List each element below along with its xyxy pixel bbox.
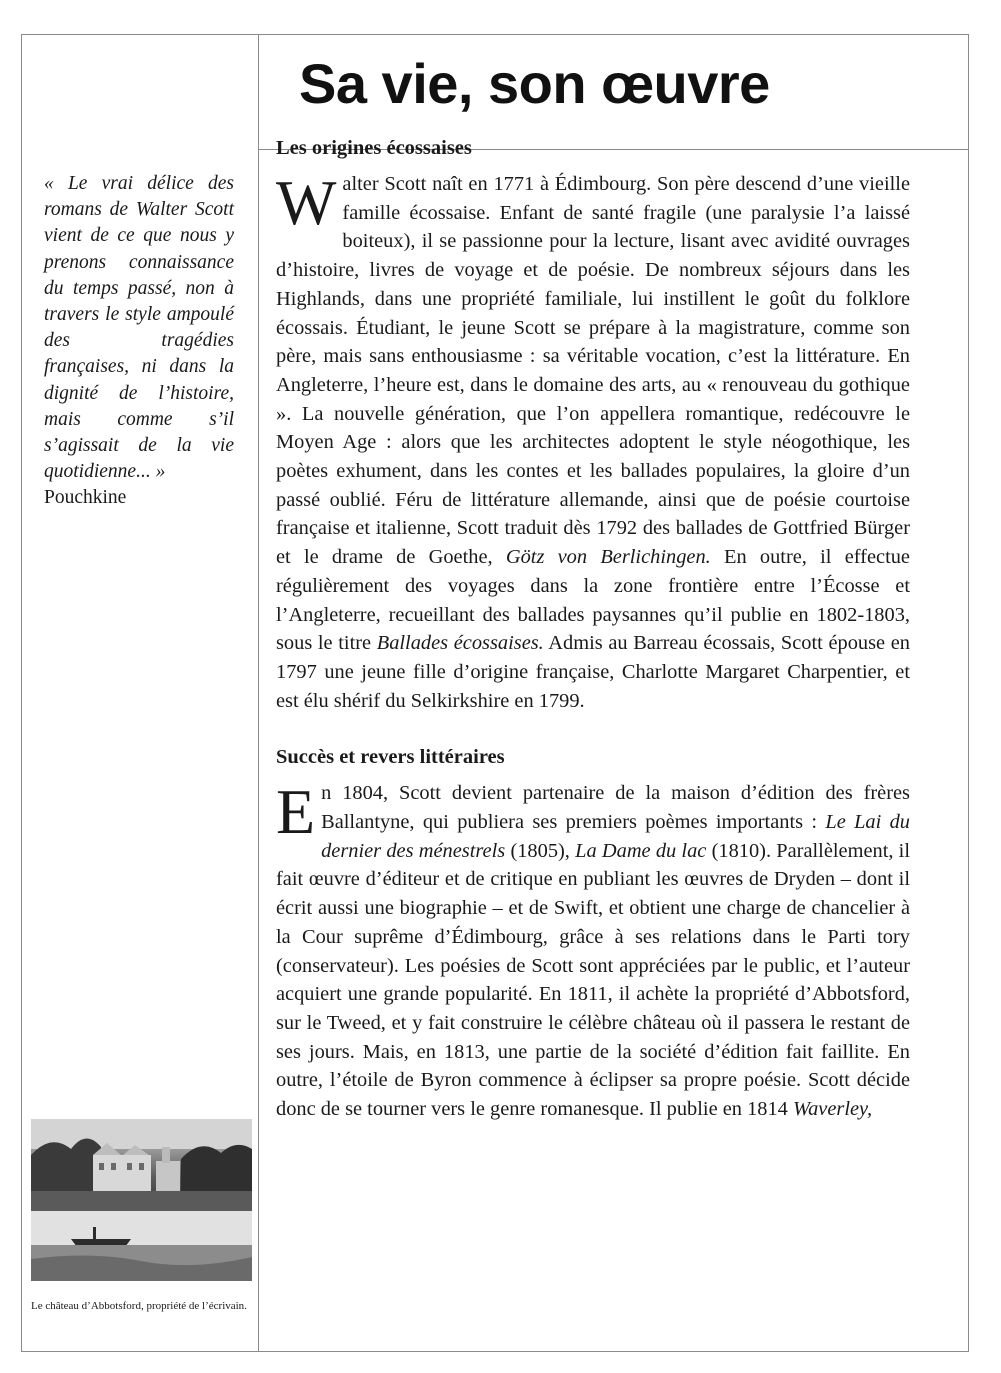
paragraph-text: (1810). Parallèlement, il fait œuvre d’éditeur et de critique en publiant les œuvres de Dryden – dont il écrit aussi une biographie – et de Swift, et obtient une charge de chancelier à la Cour suprême d’Édimbourg, grâce à ses relations dans le Parti tory (conservateur). Les poésies de Scott sont appréciées par le public, et l’auteur acquiert une grande popularité. En 1811, il achète la propriété d’Abbotsford, sur le Tweed, et y fait construire le célèbre château où il passera le restant de ses jours. Mais, en 1813, une partie de la société d’édition fait faillite. En outre, l’étoile de Byron commence à éclipser sa propre poésie. Scott décide donc de se tourner vers le genre romanesque. Il publie en 1814 (276, 839, 911, 1121)
paragraph-text: En outre, il effectue régulièrement des voyages dans la zone frontière entre l’Écosse et l’Angleterre, recueillant des ballades paysannes qu’il publie en 1802-1803, sous le titre (276, 546, 910, 655)
quote-text: « Le vrai délice des romans de Walter Scott vient de ce que nous y prenons connaissance du temps passé, non à travers le style ampoulé des tragédies françaises, ni dans la dignité de l’histoire, mais comme s’il s’agissait de la vie quotidienne... » (44, 173, 234, 483)
title-box (259, 35, 968, 150)
work-title: Ballades écossaises. (376, 632, 544, 655)
section-title-origins: Les origines écossaises (276, 137, 472, 159)
section-paragraph-origins (276, 167, 910, 715)
section-title-success: Succès et revers littéraires (276, 746, 505, 769)
paragraph-text: alter Scott naît en 1771 à Édimbourg. Son père descend d’une vieille famille écossaise. Enfant de santé fragile (une paralysie l’a laissé boiteux), il se passionne pour la lecture, lisant avec avidité ouvrages d’histoire, livres de voyage et de poésie. De nombreux séjours dans les Highlands, dans une propriété familiale, lui instillent le goût du folklore écossais. Étudiant, le jeune Scott se prépare à la magistrature, comme son père, mais sans enthousiasme : sa véritable vocation, c’est la littérature. En Angleterre, l’heure est, dans le domaine des arts, au « renouveau du gothique ». La nouvelle génération, que l’on appellera romantique, redécouvre le Moyen Age : alors que les architectes adoptent le style néogothique, les poètes exhument, dans les contes et les ballades populaires, la gloire d’un passé oublié. Féru de littérature allemande, ainsi que de poésie courtoise française et italienne, Scott traduit dès 1792 des ballades de Gottfried Bürger et le drame de Goethe, (276, 173, 910, 569)
sidebar-column (22, 35, 259, 1351)
work-title: Waverley, (792, 1098, 873, 1121)
main-text-column (276, 134, 910, 1124)
work-title: Le Lai du dernier des ménestrels (321, 811, 910, 862)
work-title: Götz von Berlichingen. (505, 546, 711, 569)
paragraph-text: n 1804, Scott devient partenaire de la maison d’édition des frères Ballantyne, qui publiera ses premiers poèmes importants : (321, 782, 910, 834)
paragraph-text: Admis au Barreau écossais, Scott épouse en 1797 une jeune fille d’origine française, Charlotte Margaret Charpentier, et est élu shérif du Selkirkshire en 1799. (276, 632, 910, 712)
abbotsford-photo-illustration (31, 1119, 252, 1281)
work-title: La Dame du lac (575, 839, 707, 862)
page-title: Sa vie, son œuvre (299, 52, 770, 115)
dropcap-e: E (276, 776, 316, 848)
sidebar-quote (44, 171, 234, 512)
quote-author: Pouchkine (44, 487, 127, 509)
abbotsford-photo (31, 1119, 252, 1281)
paragraph-text: (1805), (510, 839, 570, 862)
section-paragraph-success (276, 776, 911, 1123)
photo-caption: Le château d’Abbotsford, propriété de l’écrivain. (31, 1300, 247, 1312)
dropcap-w: W (276, 167, 337, 238)
